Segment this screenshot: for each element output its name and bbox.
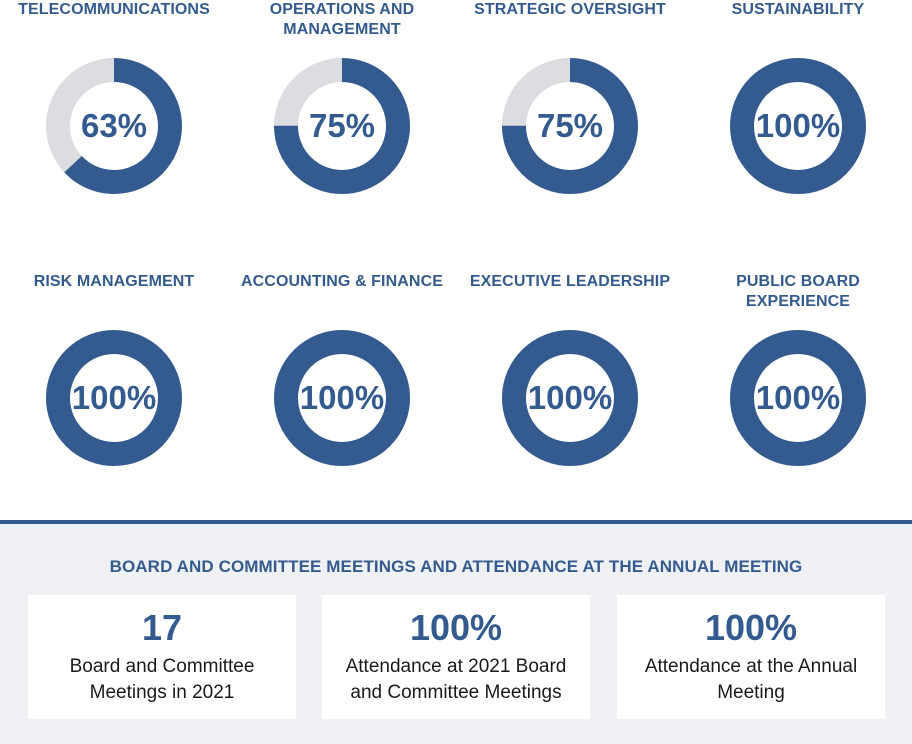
skill-label: OPERATIONS AND MANAGEMENT — [269, 1, 415, 38]
skill-telecommunications — [0, 0, 228, 260]
skill-donut — [502, 58, 638, 194]
skill-strategic-oversight — [456, 0, 684, 260]
skill-label: EXECUTIVE LEADERSHIP — [469, 273, 671, 290]
skill-accounting-finance — [228, 272, 456, 532]
skill-donut — [46, 58, 182, 194]
skill-percent: 63% — [80, 107, 148, 144]
skill-donut — [46, 330, 182, 466]
stat-card-annual-attendance — [617, 595, 885, 719]
stat-description: Board and Committee Meetings in 2021 — [69, 656, 255, 703]
stat-card-meetings — [28, 595, 296, 719]
stat-value: 100% — [704, 607, 798, 648]
skill-label: PUBLIC BOARD EXPERIENCE — [736, 273, 860, 310]
skill-label: RISK MANAGEMENT — [33, 273, 195, 290]
stat-description: Attendance at the Annual Meeting — [644, 656, 858, 703]
skill-percent: 75% — [308, 107, 376, 144]
skill-percent: 100% — [71, 379, 157, 416]
skill-percent: 100% — [527, 379, 613, 416]
skill-percent: 100% — [299, 379, 385, 416]
meetings-panel — [0, 524, 912, 744]
skill-label: TELECOMMUNICATIONS — [18, 1, 210, 18]
skill-label: SUSTAINABILITY — [731, 1, 865, 18]
skill-executive-leadership — [456, 272, 684, 532]
skill-donut — [502, 330, 638, 466]
skill-public-board-experience — [684, 272, 912, 532]
stat-value: 100% — [409, 607, 503, 648]
meetings-title: BOARD AND COMMITTEE MEETINGS AND ATTENDANCE AT THE ANNUAL MEETING — [109, 557, 803, 576]
skill-percent: 75% — [536, 107, 604, 144]
skill-operations-management — [228, 0, 456, 260]
skill-donut — [730, 58, 866, 194]
skill-donut — [730, 330, 866, 466]
stat-description: Attendance at 2021 Board and Committee Meetings — [345, 656, 567, 703]
stat-value: 17 — [141, 607, 183, 648]
skill-label: ACCOUNTING & FINANCE — [241, 273, 443, 290]
skill-label: STRATEGIC OVERSIGHT — [474, 1, 666, 18]
skill-sustainability — [684, 0, 912, 260]
skill-percent: 100% — [755, 107, 841, 144]
skill-risk-management — [0, 272, 228, 532]
skill-donut — [274, 58, 410, 194]
skill-donut — [274, 330, 410, 466]
skill-percent: 100% — [755, 379, 841, 416]
stat-card-board-attendance — [322, 595, 590, 719]
